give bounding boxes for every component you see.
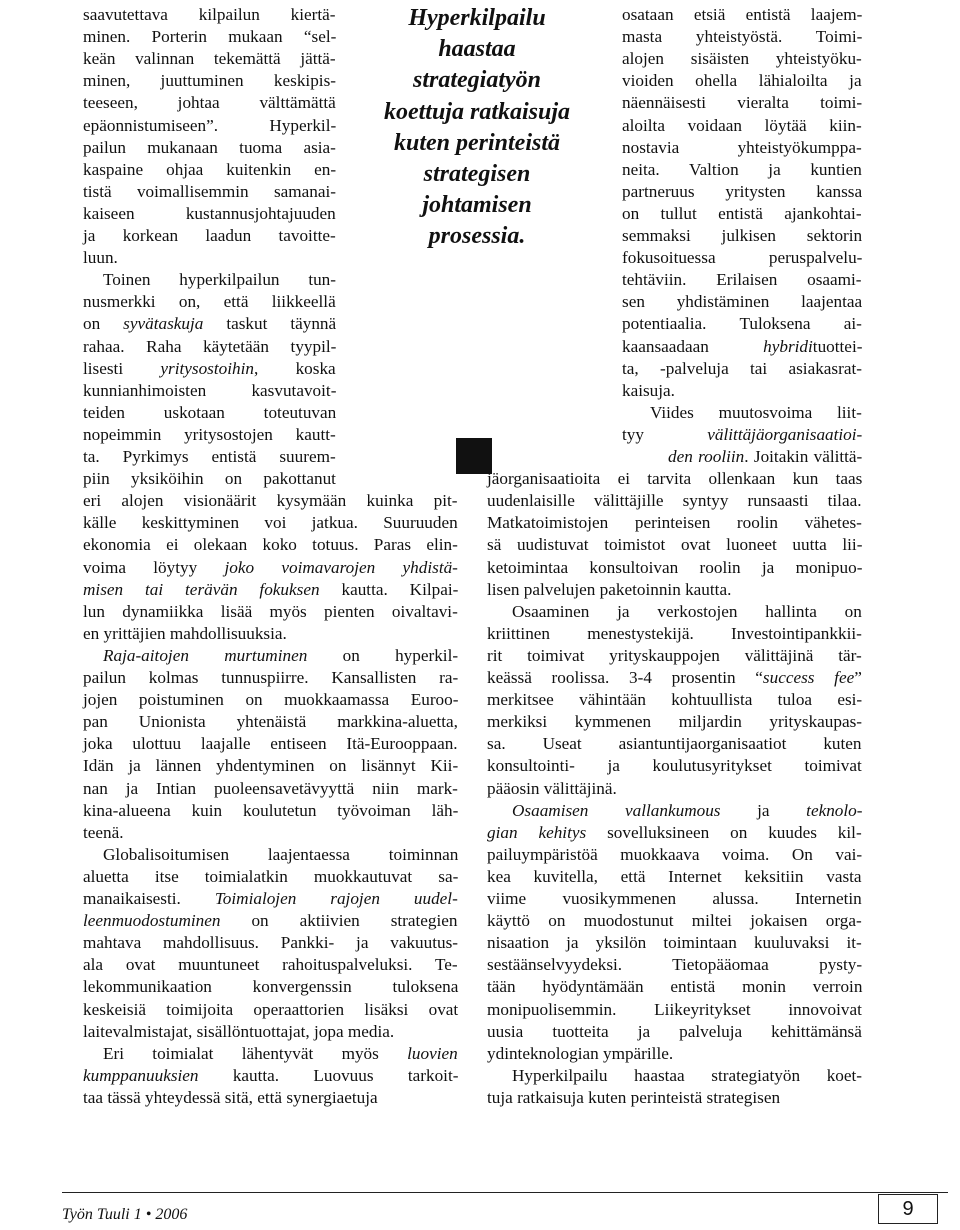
pull-quote-line: haastaa <box>438 36 516 63</box>
pull-quote-line: Hyperkilpailu <box>408 5 546 31</box>
footer-publication: Työn Tuuli 1 • 2006 <box>62 1206 188 1223</box>
right-column-line: Osaaminen ja verkostojen hallinta on <box>512 601 862 621</box>
left-column-line: Idän ja lännen yhdentyminen on lisännyt Kii- <box>83 756 459 776</box>
right-column-line: aloilta voidaan löytää kiin- <box>622 115 862 135</box>
right-column-line: partneruus yritysten kanssa <box>622 181 863 201</box>
left-column-line: kunnianhimoisten kasvutavoit- <box>83 380 337 400</box>
right-column-line: masta yhteistyöstä. Toimi- <box>622 27 863 47</box>
left-column-line: nusmerkki on, että liikkeellä <box>83 292 336 312</box>
left-column-line: rahaa. Raha käytetään tyypil- <box>83 336 337 356</box>
right-column-line: on tullut entistä ajankohtai- <box>622 203 862 223</box>
left-column-line: misen tai terävän fokuksen kautta. Kilpai- <box>83 579 459 599</box>
left-column-line: epäonnistumiseen”. Hyperkil- <box>83 115 337 135</box>
left-column-line: tistä voimallisemmin samanai- <box>83 181 336 201</box>
left-column-line: ta. Pyrkimys entistä suurem- <box>83 447 336 466</box>
right-column-line: alojen sisäisten yhteistyöku- <box>622 49 862 69</box>
left-column-line: teiden uskotaan toteutuvan <box>83 402 337 422</box>
right-column-line: konsultointi- ja koulutusyritykset toimivat <box>487 756 862 776</box>
left-column-line: minen. Porterin mukaan “sel- <box>83 27 337 47</box>
left-column-line: Raja-aitojen murtuminen on hyperkil- <box>103 645 459 665</box>
right-column-line: nostavia yhteistyökumppa- <box>622 137 862 157</box>
right-column-line: fokusoituessa peruspalvelu- <box>622 248 863 268</box>
right-column-line: jäorganisaatioita ei tarvita ollenkaan kun taas <box>487 469 863 489</box>
right-column-line: sen yhdistäminen laajentaa <box>622 292 863 312</box>
left-column-line: källe keskittyminen voi jatkua. Suuruuden <box>83 513 458 533</box>
right-column-line: rit toimivat yrityskauppojen välittäjinä tär- <box>487 645 862 665</box>
right-column-line: ta, -palveluja tai asiakasrat- <box>622 358 862 378</box>
left-column-line: laitevalmistajat, sisällöntuottajat, jopa media. <box>83 1021 395 1041</box>
right-column-line: lisen palvelujen paketoinnin kautta. <box>487 579 732 599</box>
left-column-line: Toinen hyperkilpailun tun- <box>103 270 337 290</box>
left-column-line: lekommunikaation konvergenssin tuloksena <box>83 977 459 997</box>
left-column-line: en yrittäjien mahdollisuuksia. <box>83 623 287 643</box>
right-column-line: Hyperkilpailu haastaa strategiatyön koet- <box>512 1065 863 1085</box>
right-column-line: uudenlaisille välittäjille syntyy runsaasti tilaa. <box>487 491 862 511</box>
left-column-line: kaiseen kustannusjohtajuuden <box>83 203 336 223</box>
left-column-line: taa tässä yhteydessä sitä, että synergiaetuja <box>83 1087 378 1107</box>
right-column-line: potentiaalia. Tuloksena ai- <box>622 314 862 334</box>
left-column-line: luun. <box>83 248 118 268</box>
left-column-line: ekonomia ei olekaan koko totuus. Paras elin- <box>83 535 458 555</box>
right-column-line: monipuolisemmin. Liikeyritykset innovoivat <box>487 999 862 1019</box>
pull-quote-line: prosessia. <box>428 223 526 250</box>
left-column-line: kaspaine ohjaa kuitenkin en- <box>83 159 337 179</box>
left-column-line: leenmuodostuminen on aktiivien strategien <box>83 911 458 931</box>
right-column-line: tyy välittäjäorganisaatioi- <box>622 424 863 444</box>
left-column-line: lisesti yritysostoihin, koska <box>83 358 336 378</box>
right-column-line: neita. Valtion ja kuntien <box>622 159 862 179</box>
left-column-line: ja korkean laadun tavoitte- <box>83 226 336 245</box>
left-column-line: piin yksiköihin on pakottanut <box>83 469 336 489</box>
left-column-line: Globalisoitumisen laajentaessa toiminnan <box>103 844 459 864</box>
right-column-line: käyttö on muodostunut miltei jokaisen orga- <box>487 911 862 931</box>
page-number-box: 9 <box>878 1194 938 1224</box>
right-column-line: kriittinen menestystekijä. Investointipankkii- <box>487 623 862 643</box>
left-column-line: saavutettava kilpailun kiertä- <box>83 5 336 24</box>
left-column-line: joka ulottuu laajalle entiseen Itä-Eurooppaan. <box>83 734 458 754</box>
right-column-line: ydinteknologian ympärille. <box>487 1043 674 1063</box>
pull-quote-line: strategiatyön <box>412 67 541 94</box>
right-column-line: semmaksi julkisen sektorin <box>622 226 863 245</box>
left-column-line: nan ja Intian puoleensavetävyyttä niin mark- <box>83 778 458 798</box>
right-column-line: kea kuvitella, että Internet keksitiin vasta <box>487 866 862 886</box>
right-column-line: ketoimintaa konsultoivan roolin ja monipuo- <box>487 557 863 577</box>
left-column-line: teeseen, johtaa välttämättä <box>83 93 336 113</box>
right-column-line: sestäänselvyydeksi. Tietopääomaa pysty- <box>487 955 863 975</box>
right-column-line: pailuympäristöä muokkaava voima. On vai- <box>487 844 863 864</box>
right-column-line: tään hyödyntämään entistä monin verroin <box>487 977 863 997</box>
left-column-line: keskeisiä toimijoita operaattorien lisäksi ovat <box>83 999 459 1019</box>
left-column-line: kina-alueena kuin koulutetun työvoiman läh- <box>83 800 459 820</box>
left-column-line: manaikaisesti. Toimialojen rajojen uudel- <box>83 889 458 908</box>
footer-rule <box>62 1192 948 1193</box>
right-column-line: gian kehitys sovelluksineen on kuudes kil- <box>487 822 862 842</box>
left-column-line: Eri toimialat lähentyvät myös luovien <box>103 1043 458 1063</box>
right-column-line: merkiksi kymmenen miljardin yrityskaupas- <box>487 712 863 732</box>
left-column-line: pailun mukanaan tuoma asia- <box>83 137 336 157</box>
right-column-line: Matkatoimistojen perinteisen roolin vähetes- <box>487 513 862 533</box>
right-column-line: Osaamisen vallankumous ja teknolo- <box>512 800 863 820</box>
right-column-line: sa. Useat asiantuntijaorganisaatiot kuten <box>487 734 862 754</box>
pull-quote-line: koettuja ratkaisuja <box>383 98 571 125</box>
right-column-line: kaisuja. <box>622 380 675 400</box>
right-column-line: kaansaadaan hybridituottei- <box>622 336 863 356</box>
left-column-line: minen, juuttuminen keskipis- <box>83 71 336 91</box>
right-column-line: Viides muutosvoima liit- <box>650 402 862 422</box>
left-column-line: lun dynamiikka lisää myös pienten oivaltavi- <box>83 601 458 621</box>
left-column-line: on syvätaskuja taskut täynnä <box>83 314 337 334</box>
left-column-line: teenä. <box>83 822 124 842</box>
right-column-line: den rooliin. Joitakin välittä- <box>668 447 863 466</box>
right-column-line: näennäisesti vieralta toimi- <box>622 93 863 113</box>
right-column-line: viime vuosikymmenen alussa. Internetin <box>487 889 862 908</box>
pull-quote-line: strategisen <box>423 161 531 187</box>
pull-quote-line: johtamisen <box>422 192 532 219</box>
right-column-line: merkitsee vähintään kohtuullista tuloa esi- <box>487 690 863 710</box>
pull-quote-line: kuten perinteistä <box>393 129 561 156</box>
right-column-line: keässä roolissa. 3-4 prosentin “success fee” <box>487 668 862 687</box>
left-column-line: keän valinnan tekemättä jättä- <box>83 49 336 69</box>
left-column-line: nopeimmin yritysostojen kautt- <box>83 424 336 444</box>
left-column-line: pan Unionista yhtenäistä markkina-aluetta, <box>83 712 458 732</box>
right-column-line: uusia tuotteita ja palveluja kehittämänsä <box>487 1021 862 1041</box>
right-column-line: tuja ratkaisuja kuten perinteistä strategisen <box>487 1087 781 1107</box>
left-column-line: jojen poistuminen on muokkaamassa Euroo- <box>83 690 459 710</box>
left-column-line: eri alojen visionäärit kysymään kuinka pit- <box>83 491 458 511</box>
right-column-line: tehtäviin. Erilaisen osaami- <box>622 270 862 290</box>
left-column-line: kumppanuuksien kautta. Luovuus tarkoit- <box>83 1065 459 1085</box>
left-column-line: mahtava mahdollisuus. Pankki- ja vakuutus- <box>83 933 459 953</box>
right-column-line: vioiden ohella lähialoilta ja <box>622 71 862 91</box>
right-column-line: sä uudistuvat toimistot ovat luoneet uutta lii- <box>487 535 863 555</box>
right-column-line: osataan etsiä entistä laajem- <box>622 5 863 24</box>
left-column-line: voima löytyy joko voimavarojen yhdistä- <box>83 557 458 577</box>
left-column-line: pailun kolmas tunnuspiirre. Kansallisten ra- <box>83 668 459 687</box>
left-column-line: ala ovat muuntuneet rahoituspalveluksi. Te- <box>83 955 458 975</box>
left-column-line: aluetta itse toimialatkin muokkautuvat sa- <box>83 866 459 886</box>
right-column-line: nisaation ja yksilön toimintaan kuuluvaksi it- <box>487 933 862 953</box>
right-column-line: pääosin välittäjinä. <box>487 778 617 798</box>
